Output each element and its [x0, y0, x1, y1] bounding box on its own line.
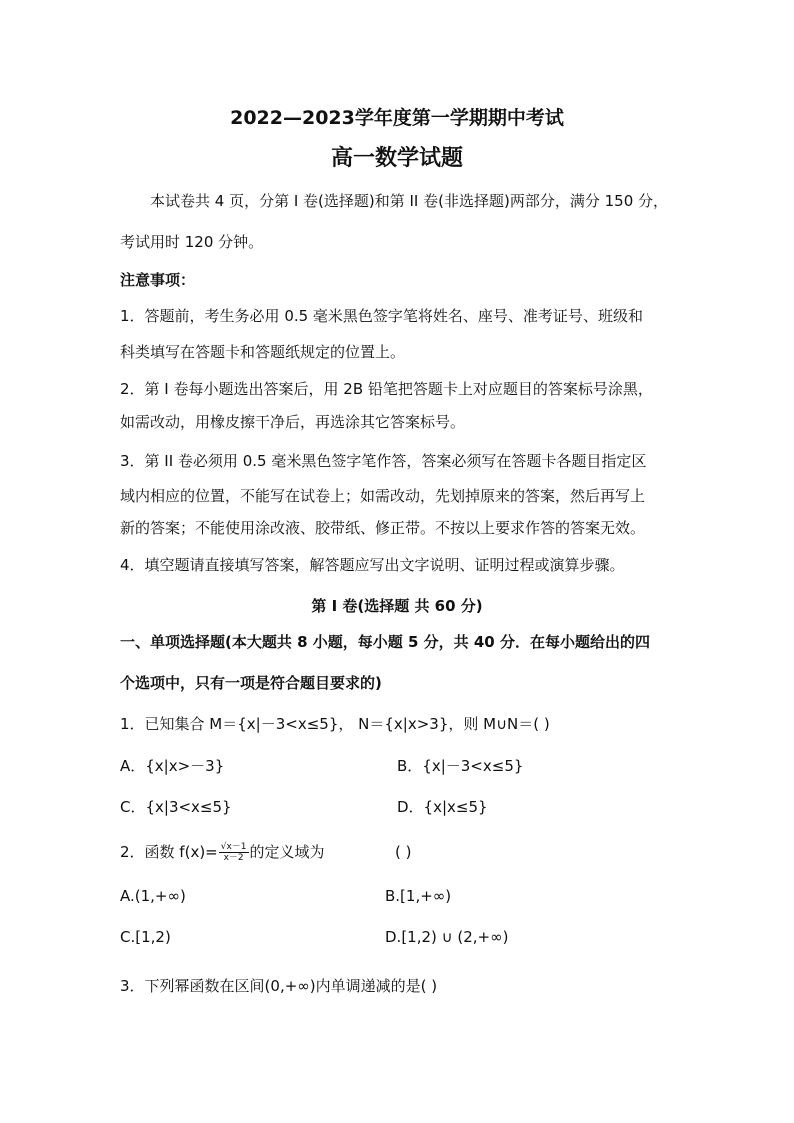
- q2-stem-suffix: 的定义域为: [249, 843, 325, 861]
- q2-option-a: A.(1,+∞): [120, 887, 186, 905]
- note-line: 2．第 I 卷每小题选出答案后，用 2B 铅笔把答题卡上对应题目的答案标号涂黑，: [120, 380, 653, 398]
- note-line: 域内相应的位置，不能写在试卷上；如需改动，先划掉原来的答案，然后再写上: [120, 487, 646, 505]
- question-1-stem: 1．已知集合 M＝{x|－3<x≤5}， N＝{x|x>3}，则 M∪N＝( ): [120, 715, 550, 733]
- section-heading-line-2: 个选项中，只有一项是符合题目要求的): [120, 674, 382, 692]
- q2-fraction-numerator: √x－1: [220, 842, 247, 852]
- intro-line-2: 考试用时 120 分钟。: [120, 233, 264, 251]
- note-line: 新的答案；不能使用涂改液、胶带纸、修正带。不按以上要求作答的答案无效。: [120, 519, 646, 537]
- q2-stem-prefix: 2．函数 f(x)=: [120, 843, 218, 861]
- q2-option-c: C.[1,2): [120, 928, 171, 946]
- exam-title: 2022—2023学年度第一学期期中考试: [230, 107, 564, 129]
- subject-title: 高一数学试题: [330, 146, 463, 171]
- note-line: 1．答题前，考生务必用 0.5 毫米黑色签字笔将姓名、座号、准考证号、班级和: [120, 307, 643, 325]
- section-heading-line-1: 一、单项选择题(本大题共 8 小题，每小题 5 分，共 40 分．在每小题给出的四: [120, 633, 650, 651]
- q2-fraction: [219, 842, 249, 863]
- q1-option-c: C．{x|3<x≤5}: [120, 798, 232, 816]
- q2-option-b: B.[1,+∞): [385, 887, 452, 905]
- note-line: 4．填空题请直接填写答案，解答题应写出文字说明、证明过程或演算步骤。: [120, 556, 625, 574]
- note-line: 如需改动，用橡皮擦干净后，再选涂其它答案标号。: [120, 413, 466, 431]
- part1-title: 第 I 卷(选择题 共 60 分): [311, 597, 483, 615]
- question-2-stem: [120, 842, 325, 863]
- q1-option-b: B．{x|－3<x≤5}: [397, 757, 524, 775]
- q2-answer-bracket: ( ): [395, 843, 412, 861]
- q2-fraction-denominator: x－2: [223, 853, 244, 863]
- note-line: 科类填写在答题卡和答题纸规定的位置上。: [120, 343, 406, 361]
- intro-line-1: 本试卷共 4 页，分第 I 卷(选择题)和第 II 卷(非选择题)两部分，满分 150 分，: [150, 192, 669, 210]
- q2-option-d: D.[1,2) ∪ (2,+∞): [385, 928, 509, 946]
- note-line: 3．第 II 卷必须用 0.5 毫米黑色签字笔作答，答案必须写在答题卡各题目指定区: [120, 452, 647, 470]
- question-3-stem: 3．下列幂函数在区间(0,+∞)内单调递减的是( ): [120, 977, 438, 995]
- q1-option-a: A．{x|x>－3}: [120, 757, 225, 775]
- q1-option-d: D．{x|x≤5}: [397, 798, 488, 816]
- notes-heading: 注意事项：: [120, 271, 196, 289]
